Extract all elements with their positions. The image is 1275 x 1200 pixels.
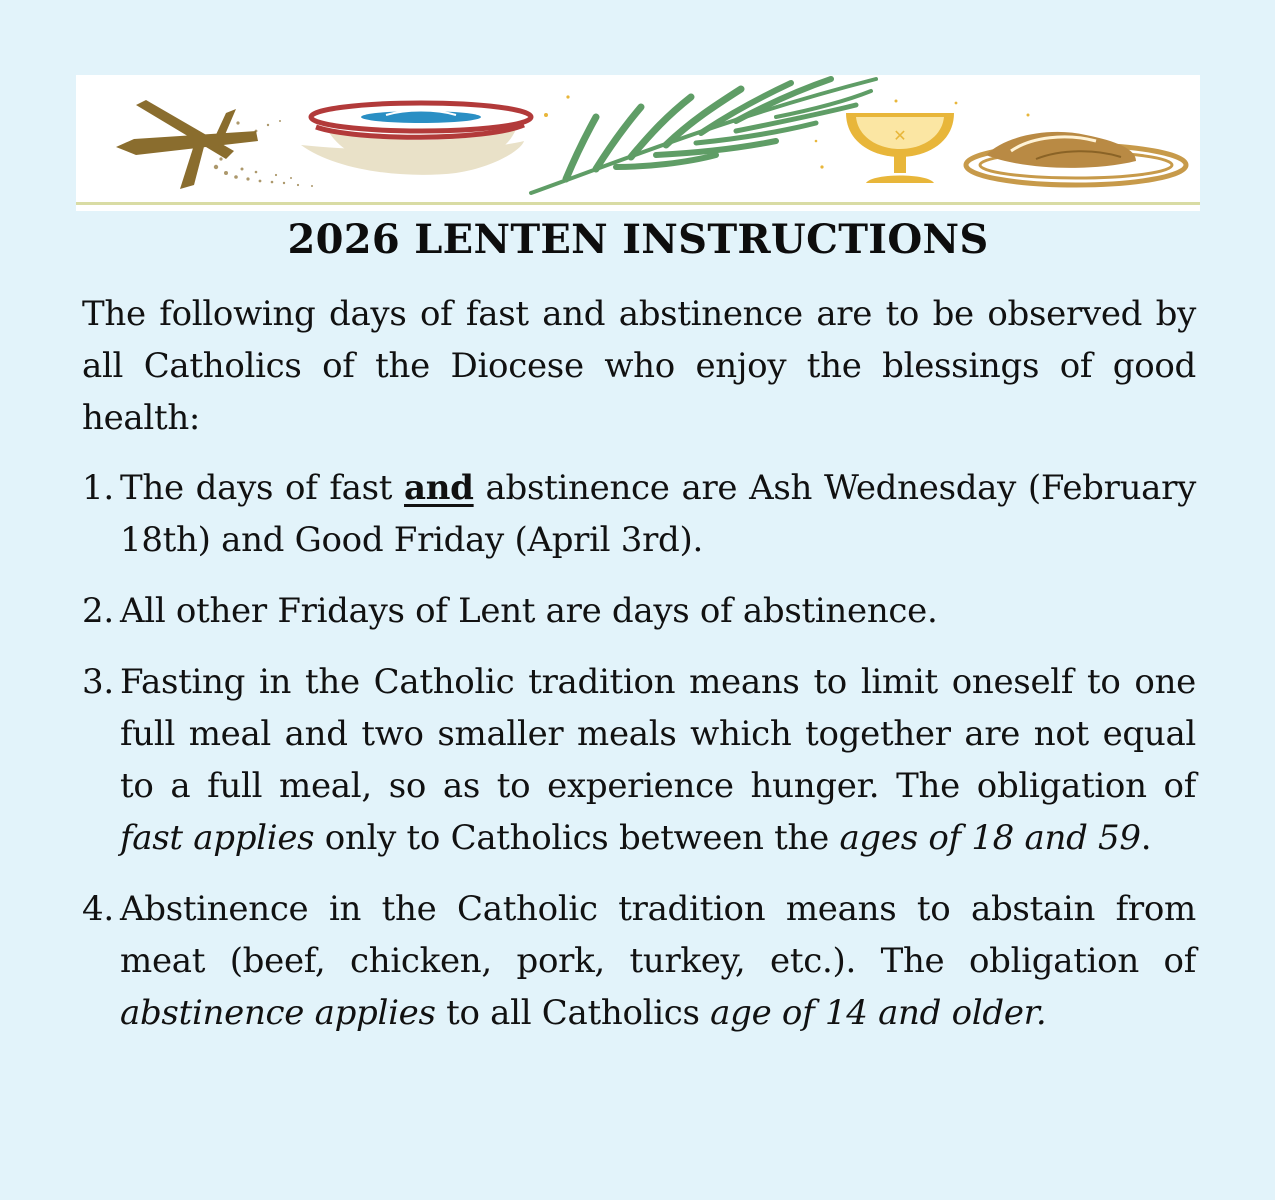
italic-text: abstinence applies (120, 993, 436, 1033)
italic-text: ages of 18 and 59 (839, 818, 1141, 858)
cross-icon (116, 100, 313, 189)
intro-paragraph: The following days of fast and abstinence are to be observed by all Catholics of the Diocese who enjoy the blessings of good health: (82, 294, 1196, 438)
chalice-icon (846, 113, 954, 183)
rules-list (82, 462, 1196, 1039)
item-text: All other Fridays of Lent are days of abstinence. (120, 591, 938, 631)
list-number: 4. (82, 889, 114, 929)
list-item (82, 585, 1196, 637)
svg-text:✕: ✕ (893, 126, 907, 145)
instructions-body (82, 288, 1196, 1058)
item-text: to all Catholics (435, 993, 711, 1033)
list-item (82, 462, 1196, 566)
list-number: 1. (82, 468, 114, 508)
page-title: 2026 LENTEN INSTRUCTIONS (287, 216, 989, 263)
list-item (82, 883, 1196, 1039)
bread-plate-icon (966, 132, 1186, 185)
italic-text: fast applies (120, 818, 315, 858)
italic-text: age of 14 and older. (710, 993, 1047, 1033)
item-text: only to Catholics between the (314, 818, 840, 858)
item-text: Abstinence in the Catholic tradition means to abstain from meat (beef, chicken, pork, turkey, etc.). The obligation of (120, 889, 1196, 981)
palm-branch-icon (531, 79, 876, 193)
list-number: 2. (82, 591, 114, 631)
list-item (82, 656, 1196, 864)
ground-line (76, 202, 1200, 205)
list-number: 3. (82, 662, 114, 702)
bowl-icon (301, 103, 531, 175)
lenten-banner (76, 75, 1200, 211)
emphasis-text: and (404, 468, 474, 508)
item-text: abstinence are Ash Wednesday (February 18th) and Good Friday (April 3rd). (120, 468, 1196, 560)
item-text: The days of fast (120, 468, 405, 508)
item-text: . (1140, 818, 1152, 858)
banner-illustration (76, 75, 1200, 211)
item-text: Fasting in the Catholic tradition means to limit oneself to one full meal and two smaller meals which together are not equal to a full meal, so as to experience hunger. The obligation of (120, 662, 1196, 806)
